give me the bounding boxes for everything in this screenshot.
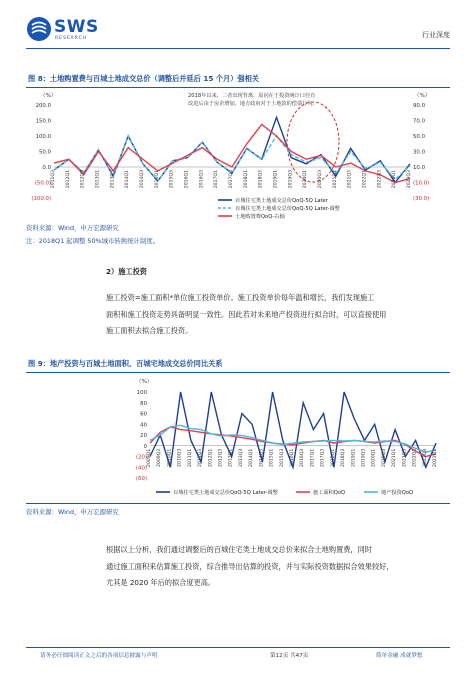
- report-type-tag: 行业深度: [422, 31, 450, 39]
- x-tick-label: 2012Q3: [218, 448, 224, 467]
- y-tick-label: (50.0): [34, 180, 51, 187]
- x-tick-label: 2022Q3: [422, 448, 428, 467]
- figure8-annotation-line2: 改进后由于房企增加，地方政府对于土地款的偿债行为。: [188, 101, 318, 107]
- paragraph-line: 根据以上分析，我们通过调整后的百城住宅类土地成交总价来拟合土地购置费，同时: [106, 545, 372, 554]
- x-tick-label: 2016Q3: [199, 170, 205, 189]
- figure9-bottom-divider: [26, 503, 450, 504]
- x-tick-label: 2022Q3: [377, 170, 383, 189]
- paragraph-line: 施工投资=施工面积*单位施工投资单价。施工投资单价每年温和增长，我们发现施工: [106, 293, 375, 302]
- y-tick-label: 0: [143, 443, 147, 450]
- y2-tick-label: 50.0: [413, 134, 426, 140]
- x-tick-label: 2015Q3: [169, 170, 175, 189]
- x-tick-label: 2019Q3: [288, 170, 294, 189]
- x-tick-label: 2012Q1: [65, 170, 71, 189]
- x-tick-label: 2020Q1: [303, 170, 309, 189]
- figure9-source: 资料来源：Wind，申万宏源研究: [26, 508, 119, 516]
- figure8-chart: [26, 88, 450, 220]
- x-tick-label: 2023Q3: [407, 170, 412, 189]
- section-heading: 2）施工投资: [106, 267, 147, 276]
- x-tick-label: 2009Q1: [147, 448, 152, 467]
- x-tick-label: 2023Q1: [433, 448, 438, 467]
- logo-text: SWS: [54, 17, 99, 37]
- x-tick-label: 2023Q1: [392, 170, 398, 189]
- y-tick-label: (40): [135, 465, 147, 472]
- x-tick-label: 2013Q3: [238, 448, 244, 467]
- x-tick-label: 2012Q3: [80, 170, 86, 189]
- footer-slogan: 简单金融 成就梦想: [376, 653, 423, 659]
- x-tick-label: 2017Q3: [320, 448, 326, 467]
- x-tick-label: 2020Q3: [381, 448, 387, 467]
- x-tick-label: 2021Q3: [402, 448, 408, 467]
- y2-tick-label: (10.0): [413, 180, 430, 187]
- header-divider: [26, 48, 450, 49]
- y-tick-label: 100: [136, 390, 147, 396]
- y-tick-label: 200.0: [35, 103, 51, 109]
- x-tick-label: 2013Q3: [110, 170, 116, 189]
- paragraph-line: 施工面积去拟合施工投资。: [106, 326, 193, 335]
- y-tick-label: 100.0: [35, 134, 51, 140]
- x-tick-label: 2018Q1: [243, 170, 249, 189]
- y-tick-label: 0.0: [42, 165, 51, 171]
- x-tick-label: 2018Q3: [258, 170, 264, 189]
- figure8-source: 资料来源：Wind，申万宏源研究: [26, 224, 119, 232]
- page-header: [26, 14, 450, 48]
- legend-label: 施工面积QoQ: [313, 490, 346, 496]
- figure8-annotation-line1: 2018年以来，二者出现背离，原因在于投资统计口径有: [188, 93, 316, 99]
- x-tick-label: 2014Q1: [125, 170, 131, 189]
- x-tick-label: 2010Q3: [177, 448, 183, 467]
- x-tick-label: 2014Q3: [140, 170, 145, 189]
- x-tick-label: 2011Q1: [187, 448, 193, 467]
- x-tick-label: 2022Q1: [362, 170, 368, 189]
- x-tick-label: 2011Q3: [198, 448, 204, 467]
- x-tick-label: 2020Q1: [371, 448, 377, 467]
- x-tick-label: 2017Q1: [310, 448, 316, 467]
- conclusion-paragraph: [106, 542, 450, 592]
- figure9-title: 图 9：地产投资与百城土地面积、百城宅地成交总价同比关系: [28, 359, 223, 368]
- figure8-note: 注：2018Q1 起调整 50%城市转换统计制度。: [26, 237, 160, 245]
- x-tick-label: 2022Q1: [412, 448, 418, 467]
- y-tick-label: 20: [140, 433, 147, 439]
- figure9-left-unit: （%）: [136, 379, 153, 385]
- x-tick-label: 2012Q1: [208, 448, 214, 467]
- x-tick-label: 2016Q1: [290, 448, 295, 467]
- y-tick-label: 50.0: [38, 149, 51, 156]
- legend-label: 百城住宅类土地成交总价QoQ-5Q Later-调整: [235, 206, 340, 212]
- sws-logo-icon: [26, 16, 52, 42]
- x-tick-label: 2010Q1: [167, 448, 173, 467]
- y2-tick-label: 90.0: [413, 103, 426, 109]
- y-tick-label: 80: [140, 400, 147, 407]
- y-tick-label: (60): [135, 476, 147, 482]
- y2-tick-label: (30.0): [413, 196, 430, 202]
- x-tick-label: 2015Q3: [279, 448, 285, 467]
- y-tick-label: 150.0: [35, 118, 51, 125]
- y2-tick-label: 10.0: [413, 165, 426, 171]
- figure9-chart: [26, 374, 450, 502]
- x-tick-label: 2014Q3: [259, 448, 265, 467]
- x-tick-label: 2019Q1: [351, 448, 357, 467]
- x-tick-label: 2015Q1: [269, 448, 275, 467]
- legend-label: 百城住宅类土地成交总价QoQ-5Q Later: [235, 198, 328, 204]
- x-tick-label: 2016Q3: [300, 448, 306, 467]
- section-paragraph: [106, 290, 450, 340]
- logo-subtext: RESEARCH: [55, 36, 88, 41]
- paragraph-line: 尤其是 2020 年后的拟合度更高。: [106, 578, 216, 587]
- legend-label: 土地购置费QoQ-右轴: [235, 214, 285, 220]
- x-tick-label: 2019Q3: [361, 448, 367, 467]
- x-tick-label: 2021Q3: [347, 170, 353, 189]
- x-tick-label: 2021Q1: [332, 170, 338, 189]
- x-tick-label: 2013Q1: [228, 448, 234, 467]
- y2-tick-label: 30.0: [413, 149, 426, 156]
- figure9-title-divider: [26, 372, 450, 373]
- footer-disclaimer: 请务必仔细阅读正文之后的各项信息披露与声明: [40, 653, 158, 659]
- paragraph-line: 通过施工面积来估算施工投资，综合推导出估算的投资，并与实际投资数据拟合效果较好，: [106, 561, 394, 571]
- x-tick-label: 2011Q3: [51, 170, 56, 189]
- figure8-left-unit: （%）: [40, 93, 57, 99]
- page-number: 第12页 共47页: [270, 653, 309, 659]
- x-tick-label: 2018Q1: [330, 448, 336, 467]
- x-tick-label: 2019Q1: [273, 170, 279, 189]
- y-tick-label: 60: [140, 411, 147, 418]
- y-tick-label: (100.0): [31, 196, 51, 202]
- figure8-title: 图 8：土地购置费与百城土地成交总价（调整后并延后 15 个月）强相关: [28, 74, 259, 83]
- x-tick-label: 2015Q1: [154, 170, 160, 189]
- series-line: [150, 425, 436, 452]
- x-tick-label: 2017Q3: [229, 170, 234, 189]
- y-tick-label: (20): [135, 454, 147, 461]
- x-tick-label: 2021Q1: [392, 448, 398, 467]
- x-tick-label: 2013Q1: [95, 170, 101, 189]
- legend-label: 地产投资QoQ: [381, 490, 414, 496]
- x-tick-label: 2014Q1: [249, 448, 255, 467]
- footer-divider: [26, 647, 450, 648]
- x-tick-label: 2020Q3: [318, 170, 323, 189]
- x-tick-label: 2016Q1: [184, 170, 190, 189]
- legend-label: 百城住宅类土地成交总价QoQ-5Q Later-调整: [173, 490, 278, 496]
- x-tick-label: 2009Q3: [157, 448, 163, 467]
- paragraph-line: 面积和施工投资走势具备明显一致性。因此若对未来地产投资进行拟合时，可以直接使用: [106, 309, 387, 319]
- y2-tick-label: 70.0: [413, 118, 426, 125]
- x-tick-label: 2017Q1: [214, 170, 220, 189]
- x-tick-label: 2018Q3: [341, 448, 347, 467]
- y-tick-label: 40: [140, 422, 147, 429]
- figure8-right-unit: （%）: [414, 93, 431, 99]
